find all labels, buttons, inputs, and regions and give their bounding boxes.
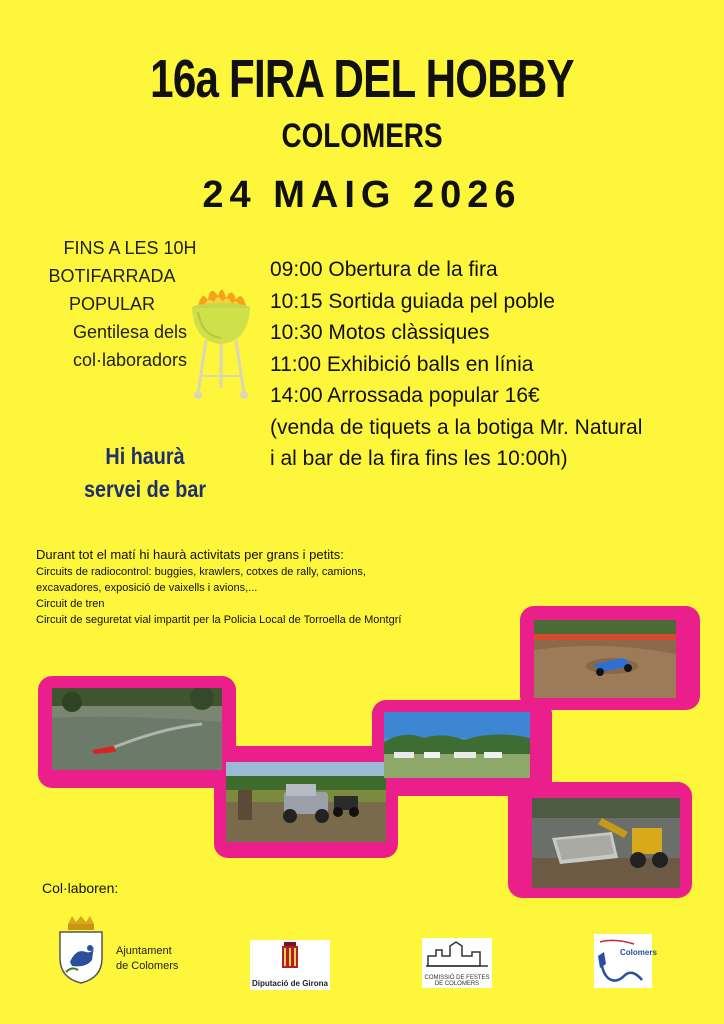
page-subtitle: COLOMERS [281, 117, 443, 155]
schedule-item: 10:15 Sortida guiada pel poble [270, 289, 555, 313]
schedule-item: (venda de tiquets a la botiga Mr. Natural [270, 415, 643, 439]
activity-line: Circuits de radiocontrol: buggies, krawlers, cotxes de rally, camions, [36, 566, 366, 578]
schedule-item: 10:30 Motos clàssiques [270, 321, 490, 344]
page-title: 16a FIRA DEL HOBBY [150, 49, 574, 109]
collaborators-label: Col·laboren: [42, 880, 119, 896]
rc-car-dirt-track-photo [534, 620, 676, 698]
note-line: POPULAR [68, 294, 156, 314]
ajuntament-colomers-logo [56, 916, 106, 984]
activities-heading: Durant tot el matí hi haurà activitats per grans i petits: [36, 547, 344, 562]
comissio-festes-logo [422, 938, 492, 988]
bar-note-line1: Hi haurà [105, 443, 185, 469]
fair-field-photo [384, 712, 530, 778]
rc-crawler-trucks-photo [226, 762, 386, 842]
activities-section [36, 546, 556, 628]
diputacio-crest-icon [250, 940, 330, 974]
note-line: BOTIFARRADA [48, 266, 176, 286]
schedule-item: i al bar de la fira fins les 10:00h) [270, 447, 568, 470]
activity-line: Circuit de seguretat vial impartit per la Policia Local de Torroella de Montgrí [36, 614, 402, 626]
bar-service-note [55, 440, 236, 506]
rc-boat-pond-photo [52, 688, 222, 770]
route-map-icon [594, 934, 652, 988]
ajuntament-line1: Ajuntament [116, 945, 172, 957]
activity-line: excavadores, exposició de vaixells i avions,... [36, 582, 258, 594]
schedule-item: 14:00 Arrossada popular 16€ [270, 384, 540, 407]
diputacio-girona-logo [250, 940, 330, 990]
note-line: col·laboradors [72, 350, 188, 370]
schedule-list [270, 254, 720, 475]
comissio-line1: COMISSIÓ DE FESTES [424, 975, 490, 981]
ajuntament-text [116, 944, 178, 974]
comissio-line2: DE COLOMERS [434, 981, 480, 987]
schedule-item: 09:00 Obertura de la fira [270, 258, 498, 281]
activity-line: Circuit de tren [36, 598, 105, 610]
bbq-grill-icon [188, 276, 254, 402]
associacio-colomers-logo [594, 934, 657, 988]
note-line: Gentilesa dels [72, 322, 188, 342]
rc-excavator-photo [532, 798, 680, 888]
diputacio-text: Diputació de Girona [251, 979, 328, 988]
ajuntament-line2: de Colomers [116, 960, 179, 972]
note-line: FINS A LES 10H [63, 238, 197, 258]
event-date: 24 MAIG 2026 [202, 174, 522, 216]
associacio-text: Colomers [620, 948, 657, 957]
schedule-item: 11:00 Exhibició balls en línia [270, 352, 534, 376]
bar-note-line2: servei de bar [83, 476, 207, 502]
village-skyline-icon [422, 938, 492, 970]
